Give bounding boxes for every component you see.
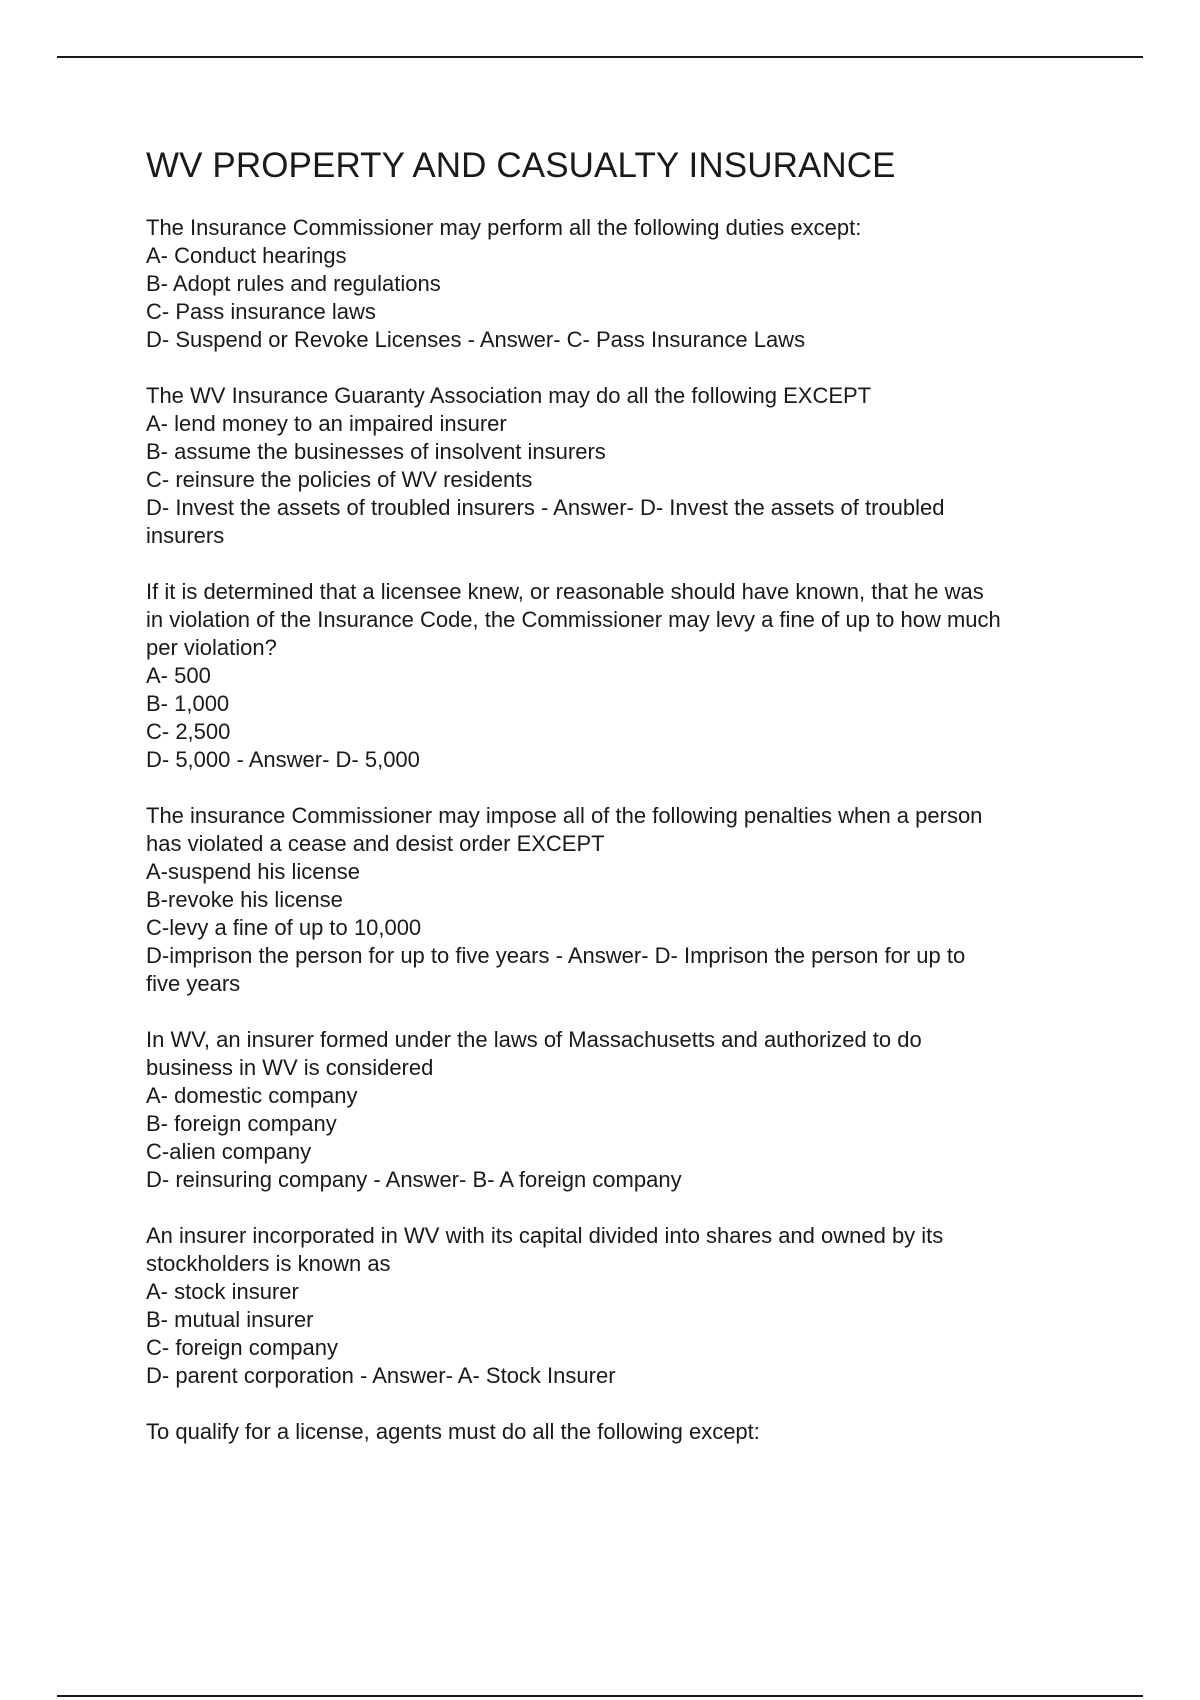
question-6-option-c: C- foreign company xyxy=(146,1335,338,1360)
question-1-option-b: B- Adopt rules and regulations xyxy=(146,271,441,296)
question-2-option-d-answer: D- Invest the assets of troubled insurers - Answer- D- Invest the assets of troubled xyxy=(146,495,945,520)
question-1-option-d-answer: D- Suspend or Revoke Licenses - Answer- C- Pass Insurance Laws xyxy=(146,327,806,352)
question-4-answer-continued: five years xyxy=(146,971,241,996)
question-1 xyxy=(146,214,1106,354)
question-5 xyxy=(146,1026,1106,1194)
question-6-option-d-answer: D- parent corporation - Answer- A- Stock Insurer xyxy=(146,1363,616,1388)
question-2-option-a: A- lend money to an impaired insurer xyxy=(146,411,507,436)
question-3 xyxy=(146,578,1106,774)
page-title: WV PROPERTY AND CASUALTY INSURANCE xyxy=(146,146,896,185)
question-5-prompt-line-2: business in WV is considered xyxy=(146,1055,434,1080)
question-2-prompt: The WV Insurance Guaranty Association may do all the following EXCEPT xyxy=(146,383,872,408)
question-3-prompt-line-2: in violation of the Insurance Code, the Commissioner may levy a fine of up to how much xyxy=(146,607,1001,632)
question-1-option-a: A- Conduct hearings xyxy=(146,243,347,268)
question-2-answer-continued: insurers xyxy=(146,523,225,548)
question-3-prompt-line-3: per violation? xyxy=(146,635,277,660)
question-4-option-c: C-levy a fine of up to 10,000 xyxy=(146,915,422,940)
question-7-prompt: To qualify for a license, agents must do all the following except: xyxy=(146,1419,760,1444)
question-2-option-c: C- reinsure the policies of WV residents xyxy=(146,467,533,492)
question-5-option-d-answer: D- reinsuring company - Answer- B- A foreign company xyxy=(146,1167,682,1192)
question-3-option-d-answer: D- 5,000 - Answer- D- 5,000 xyxy=(146,747,420,772)
question-3-option-b: B- 1,000 xyxy=(146,691,230,716)
question-5-option-a: A- domestic company xyxy=(146,1083,358,1108)
question-5-option-c: C-alien company xyxy=(146,1139,312,1164)
question-3-option-c: C- 2,500 xyxy=(146,719,231,744)
question-4-option-b: B-revoke his license xyxy=(146,887,343,912)
question-1-option-c: C- Pass insurance laws xyxy=(146,299,376,324)
question-1-prompt: The Insurance Commissioner may perform all the following duties except: xyxy=(146,215,862,240)
question-6-option-b: B- mutual insurer xyxy=(146,1307,314,1332)
question-6-prompt-line-2: stockholders is known as xyxy=(146,1251,391,1276)
document-body xyxy=(146,140,1106,1446)
question-2-option-b: B- assume the businesses of insolvent insurers xyxy=(146,439,606,464)
top-rule xyxy=(57,56,1143,58)
question-6 xyxy=(146,1222,1106,1390)
question-4-option-a: A-suspend his license xyxy=(146,859,361,884)
question-4 xyxy=(146,802,1106,998)
question-4-prompt-line-2: has violated a cease and desist order EXCEPT xyxy=(146,831,605,856)
question-5-prompt-line-1: In WV, an insurer formed under the laws of Massachusetts and authorized to do xyxy=(146,1027,922,1052)
question-6-option-a: A- stock insurer xyxy=(146,1279,299,1304)
question-7 xyxy=(146,1418,1106,1446)
question-3-prompt-line-1: If it is determined that a licensee knew, or reasonable should have known, that he was xyxy=(146,579,984,604)
question-4-prompt-line-1: The insurance Commissioner may impose all of the following penalties when a person xyxy=(146,803,983,828)
question-6-prompt-line-1: An insurer incorporated in WV with its capital divided into shares and owned by its xyxy=(146,1223,944,1248)
question-4-option-d-answer: D-imprison the person for up to five years - Answer- D- Imprison the person for up to xyxy=(146,943,966,968)
question-2 xyxy=(146,382,1106,550)
bottom-rule xyxy=(57,1695,1143,1697)
question-5-option-b: B- foreign company xyxy=(146,1111,337,1136)
question-3-option-a: A- 500 xyxy=(146,663,211,688)
